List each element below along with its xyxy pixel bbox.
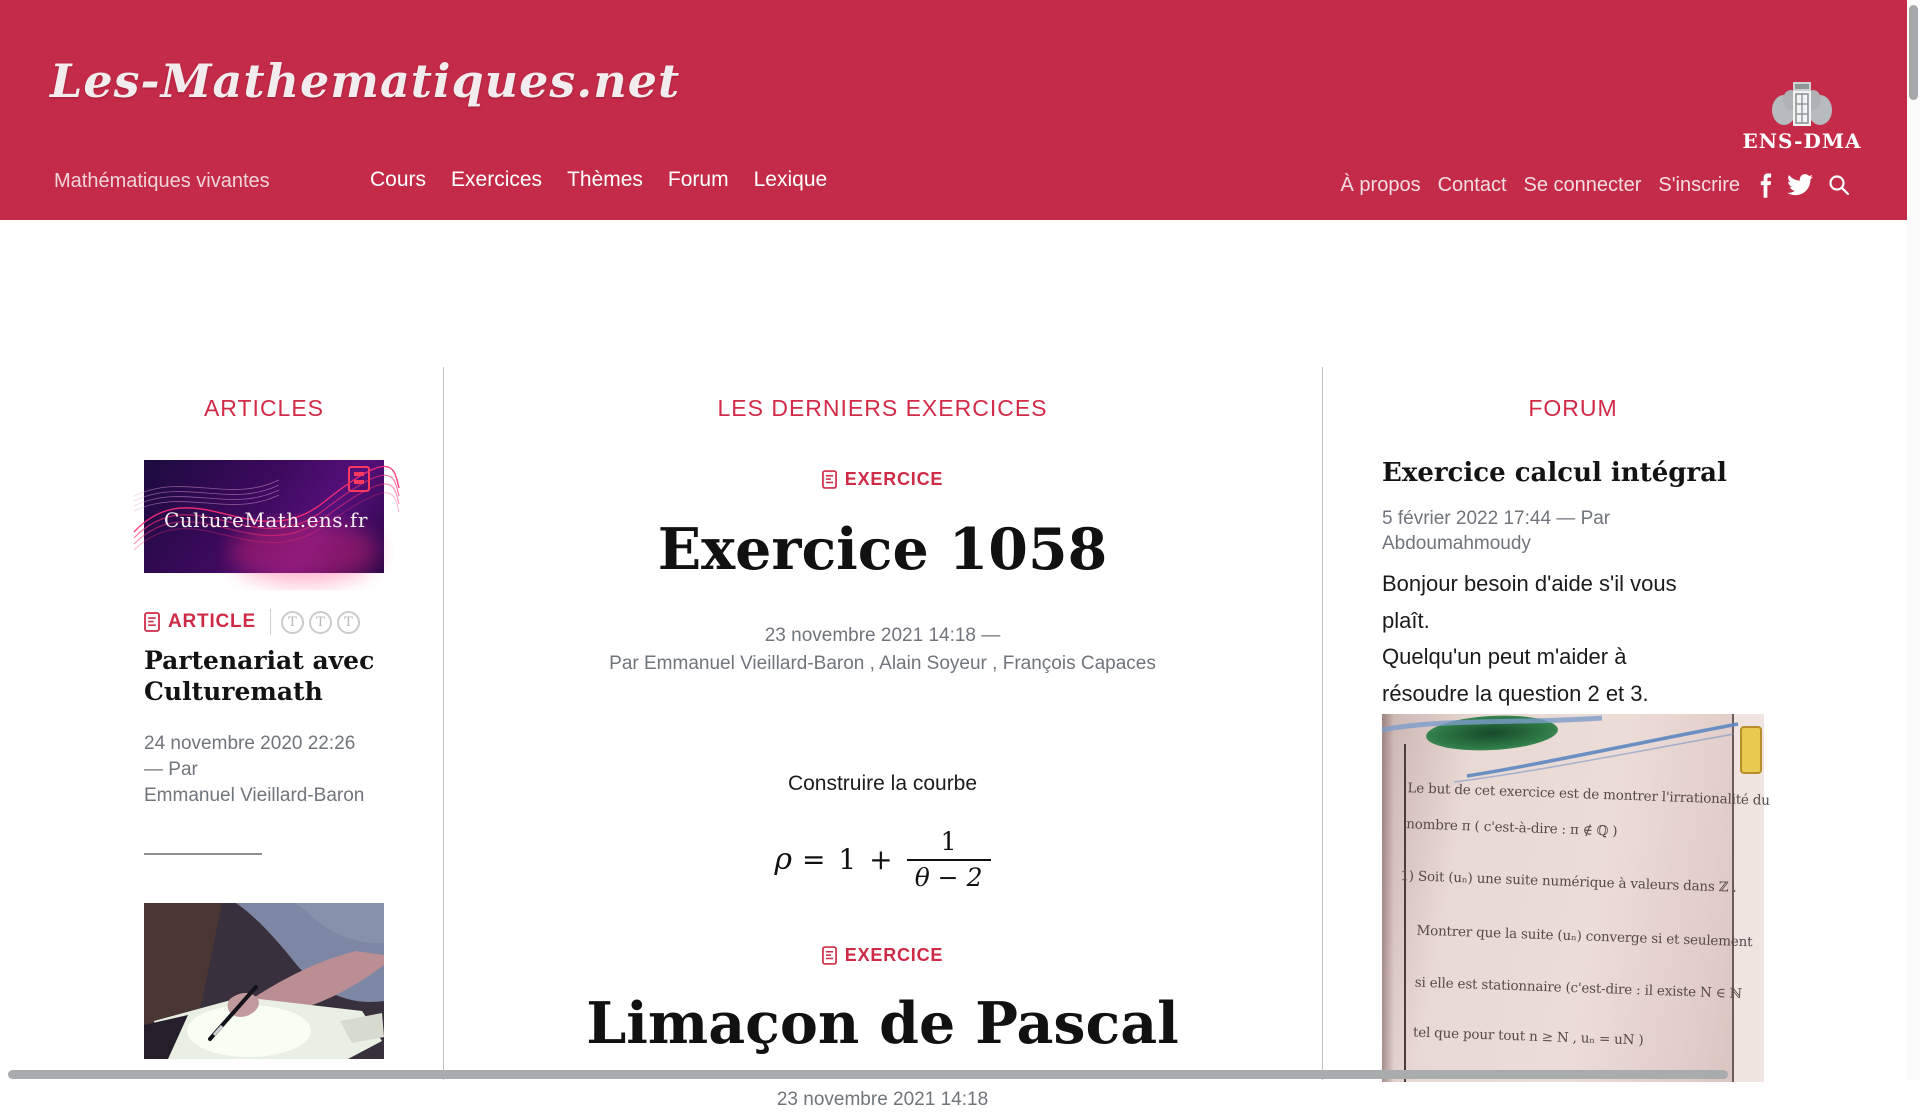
- exercise-date: 23 novembre 2021 14:18: [776, 1089, 989, 1110]
- formula-denominator: θ − 2: [914, 862, 983, 892]
- utility-links: [1340, 174, 1740, 197]
- articles-column: [144, 395, 384, 1059]
- article-title-line: Partenariat avec: [144, 646, 375, 675]
- nav-item-themes[interactable]: Thèmes: [567, 168, 643, 191]
- article-byline: — Par: [144, 759, 198, 780]
- theme-tag-icon[interactable]: T: [337, 611, 360, 634]
- exercise-doc-icon: [822, 946, 837, 965]
- exercise-badge-row: [822, 943, 943, 969]
- exercise-formula: [443, 821, 1322, 899]
- culturemath-caption: CultureMath.ens.fr: [164, 508, 368, 532]
- exercise-badge[interactable]: EXERCICE: [844, 468, 944, 489]
- exercise-doc-icon: [822, 470, 837, 489]
- exercise-authors: Par Emmanuel Vieillard-Baron , Alain Soyeur , François Capaces: [609, 652, 1156, 674]
- formula-fraction: [907, 828, 991, 892]
- article-badge-row: [144, 609, 384, 635]
- column-divider-right: [1322, 367, 1323, 1080]
- ens-dma-logo[interactable]: [1742, 78, 1862, 153]
- formula-numerator: 1: [940, 826, 957, 856]
- article-doc-icon: [144, 612, 160, 632]
- articles-section-title: ARTICLES: [203, 395, 325, 421]
- theme-tag-icon[interactable]: T: [309, 611, 332, 634]
- exercise-title[interactable]: Exercice 1058: [657, 515, 1108, 583]
- photo-text-line: nombre π ( c'est-à-dire : π ∉ ℚ ): [1405, 816, 1618, 840]
- article-title-line: Culturemath: [144, 677, 323, 706]
- theme-tag-icon[interactable]: T: [281, 611, 304, 634]
- exercise-prompt: Construire la courbe: [787, 771, 978, 795]
- photo-text-line: Le but de cet exercice est de montrer l'irrationalité du: [1407, 780, 1771, 809]
- photo-text-line: Montrer que la suite (uₙ) converge si et seulement: [1416, 922, 1753, 951]
- article-meta: [144, 731, 384, 809]
- twitter-icon[interactable]: [1787, 174, 1813, 196]
- photo-text: [1371, 713, 1771, 1094]
- link-se-connecter[interactable]: Se connecter: [1523, 174, 1642, 196]
- forum-thread-title[interactable]: Exercice calcul intégral: [1382, 458, 1727, 488]
- ens-door-icon: [1771, 78, 1833, 128]
- link-a-propos[interactable]: À propos: [1340, 174, 1421, 196]
- main-nav: [370, 168, 827, 192]
- search-icon[interactable]: [1827, 173, 1851, 197]
- writing-photo[interactable]: [144, 903, 384, 1059]
- vertical-scrollbar-track[interactable]: [1907, 0, 1920, 1080]
- exercise-date: 23 novembre 2021 14:18 —: [764, 624, 1001, 646]
- exercise-badge-row: [822, 466, 943, 492]
- forum-attachment-photo[interactable]: [1382, 714, 1771, 1082]
- forum-body-line: résoudre la question 2 et 3.: [1382, 680, 1649, 706]
- forum-thread-meta: [1382, 506, 1764, 556]
- forum-body-line: Quelqu'un peut m'aider à: [1382, 644, 1627, 669]
- nav-item-exercices[interactable]: Exercices: [451, 168, 543, 191]
- article-divider: [144, 853, 262, 855]
- forum-body-line: Bonjour besoin d'aide s'il vous: [1382, 571, 1677, 596]
- link-s-inscrire[interactable]: S'inscrire: [1658, 174, 1740, 196]
- horizontal-scrollbar-thumb[interactable]: [8, 1070, 1728, 1079]
- nav-item-lexique[interactable]: Lexique: [753, 168, 828, 191]
- site-tagline: Mathématiques vivantes: [54, 170, 270, 192]
- culturemath-image[interactable]: [144, 460, 384, 573]
- article-date: 24 novembre 2020 22:26: [144, 733, 356, 754]
- social-icons: [1758, 170, 1851, 200]
- photo-text-line: 1) Soit (uₙ) une suite numérique à valeurs dans ℤ .: [1400, 868, 1737, 896]
- culturemath-logo-icon: [348, 466, 370, 492]
- forum-body-line: plaît.: [1382, 607, 1430, 633]
- article-title[interactable]: [144, 645, 384, 707]
- exercises-section-title: LES DERNIERS EXERCICES: [717, 395, 1048, 421]
- forum-thread-date: 5 février 2022 17:44 — Par: [1382, 508, 1611, 529]
- forum-thread-author[interactable]: Abdoumahmoudy: [1382, 533, 1531, 554]
- latest-exercises-column: [443, 395, 1322, 1112]
- nav-item-forum[interactable]: Forum: [667, 168, 729, 191]
- photo-text-line: si elle est stationnaire (c'est-dire : il existe N ∈ ℕ: [1414, 974, 1743, 1002]
- formula-mid: = 1 +: [802, 843, 895, 876]
- vertical-scrollbar-thumb[interactable]: [1909, 5, 1918, 100]
- exercise-title[interactable]: Limaçon de Pascal: [586, 990, 1179, 1057]
- badge-separator: [270, 609, 271, 635]
- site-logo[interactable]: Les-Mathematiques.net: [50, 54, 681, 108]
- nav-item-cours[interactable]: Cours: [370, 168, 427, 191]
- article-author: Emmanuel Vieillard-Baron: [144, 785, 365, 806]
- link-contact[interactable]: Contact: [1437, 174, 1507, 196]
- formula-fraction-bar: [907, 859, 991, 861]
- photo-text-line: tel que pour tout n ≥ N , uₙ = uN ): [1412, 1024, 1644, 1049]
- article-badge[interactable]: ARTICLE: [168, 611, 256, 632]
- ens-caption: ENS-DMA: [1742, 129, 1862, 153]
- forum-thread-body: [1382, 566, 1764, 712]
- formula-rho: ρ: [774, 842, 793, 877]
- site-header: [0, 0, 1907, 220]
- facebook-icon[interactable]: [1758, 172, 1773, 199]
- forum-section-title: FORUM: [1528, 395, 1618, 421]
- exercise-badge[interactable]: EXERCICE: [844, 945, 944, 965]
- forum-column: [1382, 395, 1771, 1082]
- writing-photo-art: [144, 903, 384, 1059]
